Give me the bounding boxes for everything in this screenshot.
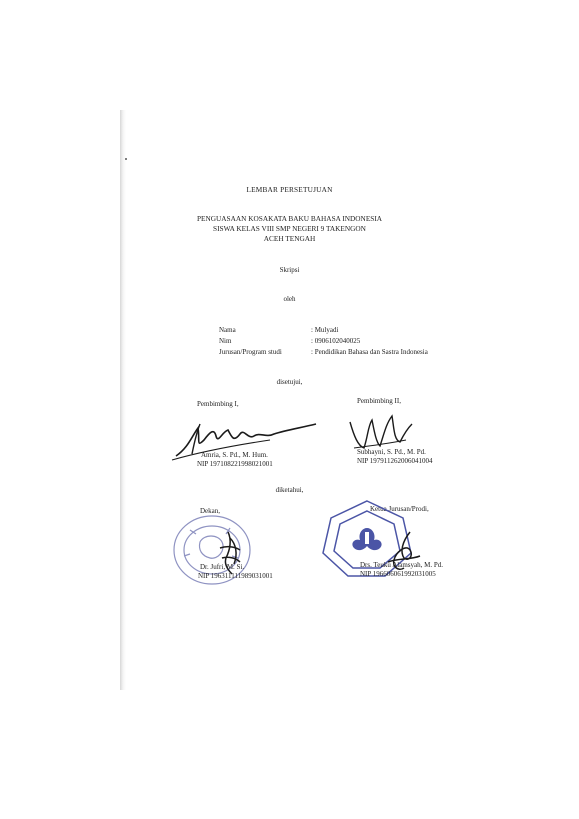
thesis-title-line-3: ACEH TENGAH	[263, 234, 316, 243]
speck	[125, 158, 127, 160]
supervisor2-role: Pembimbing II,	[357, 397, 401, 405]
page-edge-shadow	[120, 110, 126, 690]
thesis-title-line-2: SISWA KELAS VIII SMP NEGERI 9 TAKENGON	[213, 224, 366, 233]
head-nip: NIP 196606061992031005	[360, 570, 436, 578]
field-label-nim: Nim	[219, 337, 232, 345]
acknowledged-label: diketahui,	[275, 486, 304, 494]
field-value-nama: : Mulyadi	[311, 326, 339, 334]
field-label-jurusan: Jurusan/Program studi	[219, 348, 282, 356]
field-value-nim: : 0906102040025	[311, 337, 361, 345]
document-type: Skripsi	[279, 266, 300, 274]
supervisor2-name: Subhayni, S. Pd., M. Pd.	[357, 448, 426, 456]
approved-label: disetujui,	[276, 378, 303, 386]
supervisor2-nip: NIP 197911262006041004	[357, 457, 433, 465]
dean-role: Dekan,	[200, 507, 221, 515]
supervisor1-name: Amria, S. Pd., M. Hum.	[201, 451, 268, 459]
supervisor1-role: Pembimbing I,	[197, 400, 239, 408]
supervisor1-nip: NIP 197108221998021001	[197, 460, 273, 468]
head-role: Ketua Jurusan/Prodi,	[370, 505, 429, 513]
by-label: oleh	[283, 295, 296, 303]
field-label-nama: Nama	[219, 326, 236, 334]
field-value-jurusan: : Pendidikan Bahasa dan Sastra Indonesia	[311, 348, 428, 356]
dean-nip: NIP 196311111989031001	[198, 572, 273, 580]
dean-name: Dr. Jufri, M. Si.	[200, 563, 245, 571]
page-heading: LEMBAR PERSETUJUAN	[246, 185, 333, 194]
head-name: Drs. Teuku Alamsyah, M. Pd.	[360, 561, 443, 569]
thesis-title-line-1: PENGUASAAN KOSAKATA BAKU BAHASA INDONESIA	[196, 214, 383, 223]
